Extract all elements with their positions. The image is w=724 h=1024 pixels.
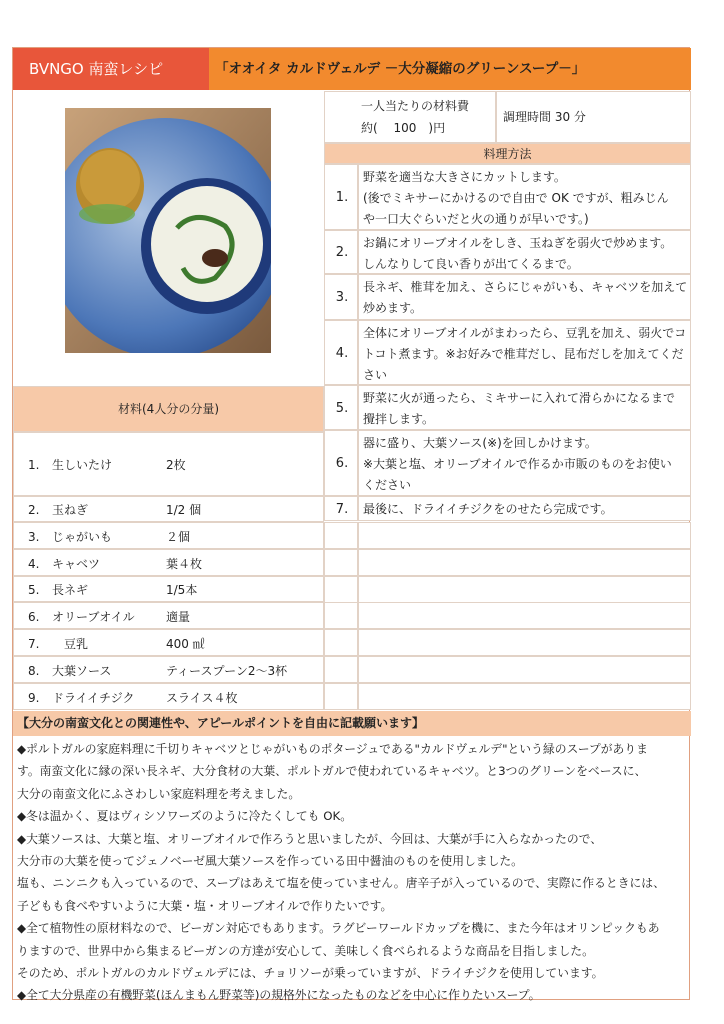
ingredient-name: じゃがいも <box>52 529 113 544</box>
step-line: 野菜に火が通ったら、ミキサーに入れて滑らかになるまで <box>363 391 676 405</box>
step-line: 野菜を適当な大きさにカットします。 <box>363 170 566 184</box>
empty-cell <box>324 629 358 656</box>
appeal-line: 大分の南蛮文化にふさわしい家庭料理を考えました。 <box>17 786 301 801</box>
step-text-cell <box>358 164 691 230</box>
ingredient-amount: 葉４枚 <box>166 556 203 571</box>
ingredient-amount: 1/2 個 <box>166 503 202 517</box>
ingredient-num: 6. <box>28 609 40 624</box>
brand-label: BVNGO 南蛮レシピ <box>13 48 209 90</box>
step-number-cell <box>324 496 358 521</box>
ingredient-name: 大葉ソース <box>52 663 112 678</box>
ingredient-row <box>13 629 324 656</box>
step-text-cell <box>358 320 691 385</box>
step-line: トコト煮ます。※お好みで椎茸だし、昆布だしを加えてくだ <box>363 347 684 361</box>
step-number-cell <box>324 385 358 430</box>
step-number-cell <box>324 230 358 274</box>
step-text-cell <box>358 496 691 521</box>
step-line: お鍋にオリーブオイルをしき、玉ねぎを弱火で炒めます。 <box>363 236 673 250</box>
step-line: さい <box>363 368 388 382</box>
empty-cell <box>358 629 691 656</box>
cook-time: 調理時間 30 分 <box>503 110 586 124</box>
step-number: 3. <box>335 290 349 305</box>
empty-cell <box>358 522 691 549</box>
ingredient-amount: ２個 <box>166 529 191 544</box>
step-text-cell <box>358 274 691 320</box>
ingredient-name: 玉ねぎ <box>52 503 89 517</box>
appeal-line: 塩も、ニンニクも入っているので、スープはあえて塩を使っていません。唐辛子が入っているので、実際に作るときには、 <box>17 876 665 891</box>
step-text-cell <box>358 385 691 430</box>
empty-cell <box>324 683 358 710</box>
step-number: 2. <box>335 245 349 260</box>
ingredient-row <box>13 656 324 683</box>
ingredient-row <box>13 496 324 522</box>
ingredient-name: 生しいたけ <box>52 458 113 472</box>
step-number: 7. <box>335 501 349 517</box>
step-line: しんなりして良い香りが出てくるまで。 <box>363 257 579 271</box>
ingredient-name: ドライイチジク <box>52 690 135 705</box>
empty-cell <box>324 522 358 549</box>
empty-cell <box>324 576 358 603</box>
appeal-line: そのため、ポルトガルのカルドヴェルデには、チョリソーが乗っていますが、ドライチジクを使用しています。 <box>17 966 604 981</box>
empty-cell <box>324 602 358 629</box>
ingredient-amount: 1/5本 <box>166 583 198 597</box>
ingredient-num: 1. <box>28 458 40 472</box>
method-title: 料理方法 <box>483 147 532 161</box>
ingredient-name: オリーブオイル <box>52 609 135 624</box>
step-number: 1. <box>335 190 349 205</box>
ingredient-row <box>13 522 324 549</box>
appeal-line: りますので、世界中から集まるビーガンの方達が安心して、美味しく食べられるような商品を目指しました。 <box>17 943 594 958</box>
ingredient-name: キャベツ <box>52 556 101 571</box>
step-line: 最後に、ドライイチジクをのせたら完成です。 <box>363 502 613 516</box>
appeal-line: ◆全て大分県産の有機野菜(ほんまもん野菜等)の規格外になったものなどを中心に作りたいスープ。 <box>17 988 541 1003</box>
empty-cell <box>358 602 691 629</box>
appeal-line: ◆ポルトガルの家庭料理に千切りキャベツとじゃがいものポタージュである"カルドヴェルデ"という緑のスープがありま <box>17 742 648 756</box>
empty-cell <box>324 656 358 683</box>
ingredient-row <box>13 602 324 629</box>
ingredient-amount: ティースプーン2～3杯 <box>166 663 288 678</box>
dish-photo <box>65 108 271 353</box>
appeal-line: ◆全て植物性の原材料なので、ビーガン対応でもあります。ラグビーワールドカップを機に、また今年はオリンピックもあ <box>17 921 660 936</box>
header <box>13 48 691 90</box>
step-line: や一口大ぐらいだと火の通りが早いです。) <box>363 212 589 226</box>
step-line: 攪拌します。 <box>363 412 435 426</box>
ingredient-num: 4. <box>28 556 40 571</box>
step-number-cell <box>324 164 358 230</box>
ingredients-title: 材料(4人分の分量) <box>118 402 219 416</box>
empty-cell <box>358 683 691 710</box>
step-line: 長ネギ、椎茸を加え、さらにじゃがいも、キャベツを加えて <box>363 280 688 294</box>
ingredient-num: 3. <box>28 529 40 544</box>
ingredient-num: 2. <box>28 503 40 517</box>
cost-line1: 一人当たりの材料費 <box>361 99 470 113</box>
ingredient-name: 豆乳 <box>52 636 89 651</box>
step-number-cell <box>324 320 358 385</box>
empty-cell <box>358 549 691 576</box>
ingredient-num: 8. <box>28 663 40 678</box>
step-line: ※大葉と塩、オリーブオイルで作るか市販のものをお使い <box>363 457 672 471</box>
appeal-line: ◆冬は温かく、夏はヴィシソワーズのように冷たくしても OK。 <box>17 809 353 824</box>
appeal-line: 大分市の大葉を使ってジェノベーゼ風大葉ソースを作っている田中醤油のものを使用しました。 <box>17 854 523 869</box>
time-cell <box>496 91 691 143</box>
ingredient-num: 9. <box>28 690 40 705</box>
ingredient-row <box>13 549 324 576</box>
ingredient-amount: スライス４枚 <box>166 690 238 705</box>
appeal-title: 【大分の南蛮文化との関連性や、アピールポイントを自由に記載願います】 <box>13 711 691 736</box>
method-header <box>324 143 691 164</box>
empty-cell <box>324 549 358 576</box>
appeal-line: す。南蛮文化に縁の深い長ネギ、大分食材の大葉、ポルトガルで使われているキャベツ。と3つのグリーンをベースに、 <box>17 764 647 779</box>
appeal-line: ◆大葉ソースは、大葉と塩、オリーブオイルで作ろうと思いましたが、今回は、大葉が手に入らなかったので、 <box>17 831 602 846</box>
step-line: 全体にオリーブオイルがまわったら、豆乳を加え、弱火でコ <box>363 326 687 340</box>
ingredient-row <box>13 576 324 602</box>
step-line: 器に盛り、大葉ソース(※)を回しかけます。 <box>363 436 597 450</box>
step-number: 4. <box>335 345 349 361</box>
ingredient-row <box>13 432 324 496</box>
step-text-cell <box>358 230 691 274</box>
ingredient-amount: 2枚 <box>166 458 186 472</box>
appeal-line: 子どもも食べやすいように大葉・塩・オリーブオイルで作りたいです。 <box>17 898 393 913</box>
recipe-title: 「オオイタ カルドヴェルデ －大分凝縮のグリーンスープ－」 <box>209 48 691 90</box>
recipe-sheet <box>12 47 690 1003</box>
ingredient-name: 長ネギ <box>52 583 89 597</box>
appeal-text <box>17 738 687 1007</box>
step-line: 炒めます。 <box>363 301 423 315</box>
ingredient-amount: 400 ㎖ <box>166 636 205 651</box>
cost-line2: 約( 100 )円 <box>361 121 446 135</box>
cost-cell <box>324 91 496 143</box>
empty-cell <box>358 656 691 683</box>
ingredient-amount: 適量 <box>166 609 191 624</box>
step-line: (後でミキサーにかけるので自由で OK ですが、粗みじん <box>363 191 669 205</box>
step-line: ください <box>363 478 412 492</box>
ingredients-header <box>13 386 324 432</box>
step-number-cell <box>324 430 358 496</box>
step-number: 5. <box>335 400 349 416</box>
step-text-cell <box>358 430 691 496</box>
ingredient-num: 5. <box>28 583 40 597</box>
step-number-cell <box>324 274 358 320</box>
ingredient-row <box>13 683 324 710</box>
empty-cell <box>358 576 691 603</box>
ingredient-num: 7. <box>28 636 40 651</box>
step-number: 6. <box>335 456 349 471</box>
